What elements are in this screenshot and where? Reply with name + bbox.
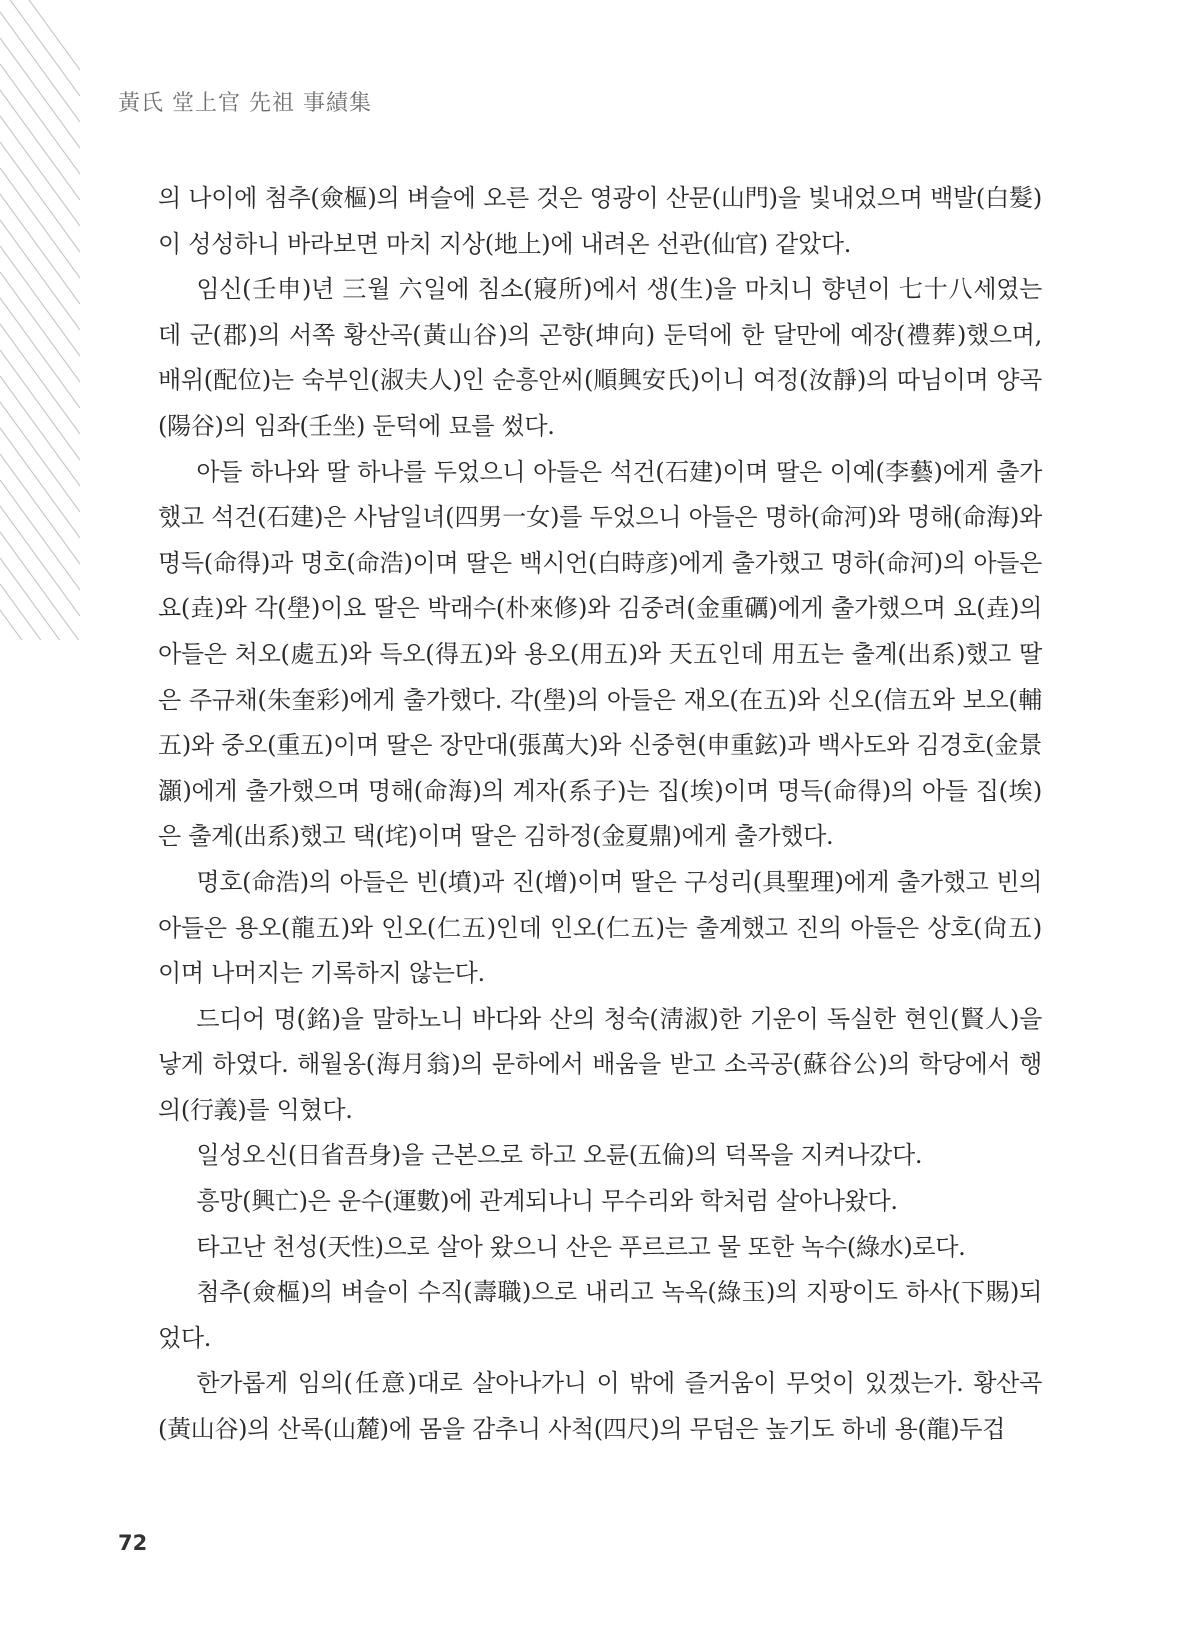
paragraph: 드디어 명(銘)을 말하노니 바다와 산의 청숙(淸淑)한 기운이 독실한 현인(賢人)을 낳게 하였다. 해월옹(海月翁)의 문하에서 배움을 받고 소곡공(蘇谷公)의 학당에서 행의(行義)를 익혔다. [158,1004,1042,1124]
paragraph: 의 나이에 첨추(僉樞)의 벼슬에 오른 것은 영광이 산문(山門)을 빛내었으며 백발(白髮)이 성성하니 바라보면 마치 지상(地上)에 내려온 선관(仙官) 같았다. [158,184,1042,258]
paragraph: 임신(壬申)년 三월 六일에 침소(寢所)에서 생(生)을 마치니 향년이 七十八세였는데 군(郡)의 서쪽 황산곡(黃山谷)의 곤향(坤向) 둔덕에 한 달만에 예장(禮葬)했으며, 배위(配位)는 숙부인(淑夫人)인 순흥안씨(順興安氏)이니 여정(汝靜)의 따님이며 양곡(陽谷)의 임좌(壬坐) 둔덕에 묘를 썼다. [158,275,1042,440]
paragraph: 명호(命浩)의 아들은 빈(墳)과 진(增)이며 딸은 구성리(具聖理)에게 출가했고 빈의 아들은 용오(龍五)와 인오(仁五)인데 인오(仁五)는 출계했고 진의 아들은 상호(尙五)이며 나머지는 기록하지 않는다. [158,867,1042,988]
running-header: 黃氏 堂上官 先祖 事績集 [118,91,372,116]
body-text [158,176,1042,1453]
paragraph: 흥망(興亡)은 운수(運數)에 관계되나니 무수리와 학처럼 살아나왔다. [196,1187,898,1216]
page-number: 72 [118,1531,148,1555]
paragraph: 타고난 천성(天性)으로 살아 왔으니 산은 푸르르고 물 또한 녹수(綠水)로다. [196,1232,966,1261]
stripe-line [0,0,80,70]
decorative-diagonal-stripes [0,0,80,640]
paragraph: 한가롭게 임의(任意)대로 살아나가니 이 밖에 즐거움이 무엇이 있겠는가. 황산곡(黃山谷)의 산록(山麓)에 몸을 감추니 사척(四尺)의 무덤은 높기도 하네 용(龍)두겁 [158,1369,1042,1444]
paragraph: 일성오신(日省吾身)을 근본으로 하고 오륜(五倫)의 덕목을 지켜나갔다. [196,1141,923,1170]
paragraph: 아들 하나와 딸 하나를 두었으니 아들은 석건(石建)이며 딸은 이예(李藝)에게 출가했고 석건(石建)은 사남일녀(四男一女)를 두었으니 아들은 명하(命河)와 명해(命海)와 명득(命得)과 명호(命浩)이며 딸은 백시언(白時彦)에게 출가했고 명하(命河)의 아들은 요(垚)와 각(壆)이요 딸은 박래수(朴來修)와 김중려(金重礪)에게 출가했으며 요(垚)의 아들은 처오(處五)와 득오(得五)와 용오(用五)와 天五인데 用五는 출계(出系)했고 딸은 주규채(朱奎彩)에게 출가했다. 각(壆)의 아들은 재오(在五)와 신오(信五와 보오(輔五)와 중오(重五)이며 딸은 장만대(張萬大)와 신중현(申重鉉)과 백사도와 김경호(金景灝)에게 출가했으며 명해(命海)의 계자(系子)는 집(埃)이며 명득(命得)의 아들 집(埃)은 출계(出系)했고 택(垞)이며 딸은 김하정(金夏鼎)에게 출가했다. [158,457,1042,851]
paragraph: 첨추(僉樞)의 벼슬이 수직(壽職)으로 내리고 녹옥(綠玉)의 지팡이도 하사(下賜)되었다. [158,1278,1042,1352]
